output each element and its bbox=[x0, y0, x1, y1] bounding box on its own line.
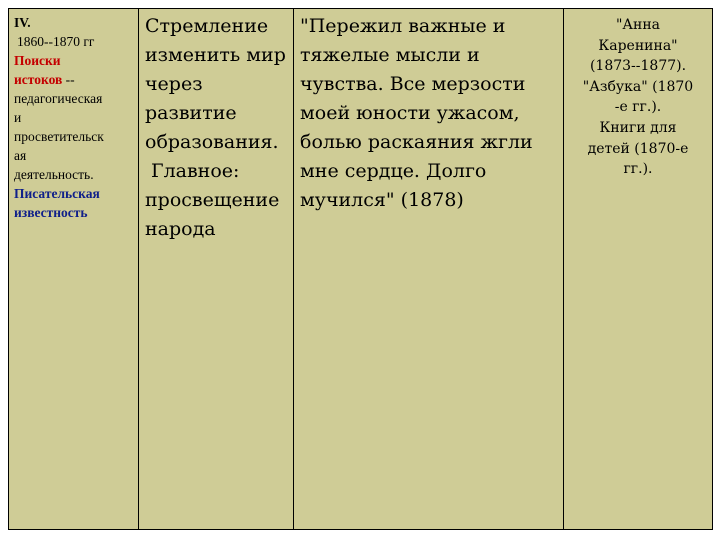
table-row bbox=[9, 9, 713, 530]
works-line: "Анна bbox=[615, 17, 661, 33]
works-line: Книги для bbox=[599, 119, 677, 136]
and-text: и bbox=[14, 110, 22, 125]
fame-label: известность bbox=[14, 205, 88, 220]
quote-line: болью раскаяния жгли bbox=[300, 131, 533, 153]
goal-line: через bbox=[145, 73, 203, 95]
writer-label: Писательская bbox=[14, 186, 100, 201]
goal-line: развитие bbox=[145, 102, 237, 124]
quote-line: "Пережил важные и bbox=[300, 15, 506, 37]
quote-line: мне сердце. Долго bbox=[300, 160, 487, 182]
works-line: "Азбука" (1870 bbox=[582, 78, 694, 95]
works-line: Каренина" bbox=[598, 37, 678, 54]
quote-line: чувства. Все мерзости bbox=[300, 73, 526, 95]
works-line: детей (1870-е bbox=[587, 140, 689, 157]
sources-label: истоков bbox=[14, 72, 63, 87]
works-line: (1873--1877). bbox=[589, 58, 687, 75]
goal-line: просвещение bbox=[145, 189, 280, 211]
goal-line: изменить мир bbox=[145, 44, 286, 66]
quote-cell bbox=[294, 9, 564, 530]
goal-line: Главное: bbox=[151, 160, 240, 182]
works-line: гг.). bbox=[623, 161, 653, 178]
period-cell bbox=[9, 9, 139, 530]
works-line: -е гг.). bbox=[614, 99, 662, 116]
period-years: 1860--1870 гг bbox=[17, 34, 95, 49]
goal-line: народа bbox=[145, 218, 216, 240]
goal-line: Стремление bbox=[145, 15, 269, 37]
goal-line: образования. bbox=[145, 131, 279, 153]
goal-cell bbox=[139, 9, 294, 530]
sources-separator: -- bbox=[62, 72, 75, 87]
enlightening-text-part1: просветительск bbox=[14, 129, 104, 144]
activity-text: деятельность. bbox=[14, 167, 94, 182]
timeline-table bbox=[8, 8, 713, 530]
enlightening-text-part2: ая bbox=[14, 148, 27, 163]
quote-line: тяжелые мысли и bbox=[300, 44, 480, 66]
period-number: IV. bbox=[14, 15, 31, 30]
quote-line: моей юности ужасом, bbox=[300, 102, 520, 124]
pedagogical-text: педагогическая bbox=[14, 91, 103, 106]
search-label: Поиски bbox=[14, 53, 61, 68]
quote-line: мучился" (1878) bbox=[300, 189, 464, 211]
works-cell bbox=[564, 9, 713, 530]
